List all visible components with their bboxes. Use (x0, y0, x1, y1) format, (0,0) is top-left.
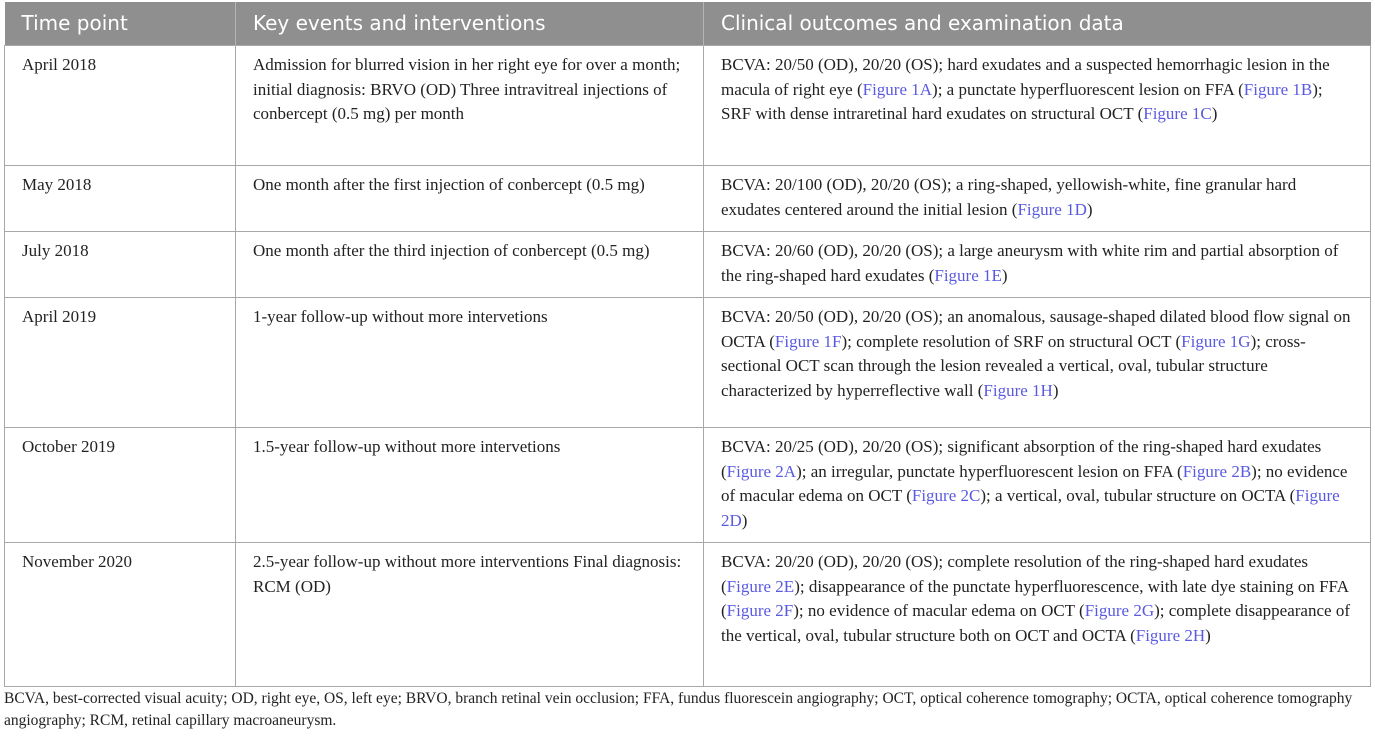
outcome-cell (704, 298, 1371, 428)
outcome-text: ) (1001, 265, 1008, 285)
outcome-text: ) (741, 510, 748, 530)
outcome-cell (704, 46, 1371, 166)
figure-link[interactable]: Figure 2B (1182, 461, 1252, 481)
events-cell: 2.5-year follow-up without more interventions Final diagnosis: RCM (OD) (236, 543, 704, 687)
figure-link[interactable]: Figure 2A (726, 461, 797, 481)
outcome-text: ); disappearance of the punctate hyperfluorescence, with late dye staining on FFA ( (721, 576, 1349, 620)
outcome-text: ) (1205, 625, 1211, 645)
outcome-text: ) (1086, 199, 1093, 219)
time-point-cell: November 2020 (5, 543, 236, 687)
figure-link[interactable]: Figure 2D (721, 486, 1340, 530)
outcome-text: ); no evidence of macular edema on OCT ( (793, 601, 1085, 620)
time-point-cell: May 2018 (5, 166, 236, 232)
figure-link[interactable]: Figure 2H (1135, 625, 1206, 645)
outcome-text: ); an irregular, punctate hyperfluorescent lesion on FFA ( (796, 461, 1183, 481)
outcome-text: ); SRF with dense intraretinal hard exudates on structural OCT ( (721, 79, 1323, 123)
outcome-cell (704, 428, 1371, 543)
time-point-cell: April 2019 (5, 298, 236, 428)
table-row (5, 166, 1371, 232)
table-header-row (5, 2, 1371, 46)
figure-link[interactable]: Figure 1H (983, 380, 1053, 400)
table-row (5, 428, 1371, 543)
outcome-cell (704, 166, 1371, 232)
events-cell: 1.5-year follow-up without more intervetions (236, 428, 704, 543)
figure-link[interactable]: Figure 1B (1243, 79, 1313, 99)
figure-link[interactable]: Figure 2C (911, 486, 981, 505)
events-cell: One month after the third injection of conbercept (0.5 mg) (236, 232, 704, 298)
clinical-timeline-table (4, 2, 1371, 687)
outcome-text: BCVA: 20/20 (OD), 20/20 (OS); complete resolution of the ring-shaped hard exudates ( (721, 552, 1309, 596)
outcome-text: ) (1052, 380, 1059, 400)
header-clinical-outcomes: Clinical outcomes and examination data (704, 2, 1371, 46)
outcome-cell (704, 232, 1371, 298)
table-row (5, 543, 1371, 687)
figure-link[interactable]: Figure 1F (774, 331, 842, 351)
table-row (5, 232, 1371, 298)
figure-link[interactable]: Figure 2G (1084, 601, 1155, 620)
events-cell: One month after the first injection of conbercept (0.5 mg) (236, 166, 704, 232)
time-point-cell: July 2018 (5, 232, 236, 298)
header-key-events: Key events and interventions (236, 2, 704, 46)
outcome-text: BCVA: 20/50 (OD), 20/20 (OS); an anomalous, sausage-shaped dilated blood flow signal on OCTA ( (721, 307, 1351, 351)
time-point-cell: April 2018 (5, 46, 236, 166)
figure-link[interactable]: Figure 1D (1017, 199, 1087, 219)
outcome-cell (704, 543, 1371, 687)
table-row (5, 298, 1371, 428)
outcome-text: ); complete disappearance of the vertical, oval, tubular structure both on OCT and OCTA ( (721, 601, 1350, 645)
figure-link[interactable]: Figure 1G (1181, 331, 1251, 351)
events-cell: 1-year follow-up without more intervetions (236, 298, 704, 428)
outcome-text: ); cross-sectional OCT scan through the lesion revealed a vertical, oval, tubular structure characterized by hyperreflective wall ( (721, 331, 1306, 400)
outcome-text: ) (1211, 104, 1218, 123)
figure-link[interactable]: Figure 2E (726, 576, 795, 596)
outcome-text: BCVA: 20/100 (OD), 20/20 (OS); a ring-shaped, yellowish-white, fine granular hard exudates centered around the initial lesion ( (721, 175, 1297, 219)
outcome-text: BCVA: 20/25 (OD), 20/20 (OS); significant absorption of the ring-shaped hard exudates ( (721, 437, 1322, 481)
table-row (5, 46, 1371, 166)
table-footnote: BCVA, best-corrected visual acuity; OD, right eye, OS, left eye; BRVO, branch retinal vein occlusion; FFA, fundus fluorescein angiography; OCT, optical coherence tomography; OCTA, optical coherence tomography angiography; RCM, retinal capillary macroaneurysm. (4, 690, 1353, 729)
outcome-text: BCVA: 20/60 (OD), 20/20 (OS); a large aneurysm with white rim and partial absorption of the ring-shaped hard exudates ( (721, 241, 1339, 285)
outcome-text: ); a punctate hyperfluorescent lesion on FFA ( (932, 79, 1244, 99)
outcome-text: ); complete resolution of SRF on structural OCT ( (841, 331, 1182, 351)
outcome-text: BCVA: 20/50 (OD), 20/20 (OS); hard exudates and a suspected hemorrhagic lesion in the macula of right eye ( (721, 55, 1330, 99)
outcome-text: ); a vertical, oval, tubular structure on OCTA ( (980, 486, 1296, 505)
time-point-cell: October 2019 (5, 428, 236, 543)
figure-link[interactable]: Figure 1A (862, 79, 933, 99)
figure-link[interactable]: Figure 1C (1143, 104, 1212, 123)
outcome-text: ); no evidence of macular edema on OCT ( (721, 461, 1348, 505)
header-time-point: Time point (5, 2, 236, 46)
figure-link[interactable]: Figure 1E (934, 265, 1002, 285)
figure-link[interactable]: Figure 2F (726, 601, 794, 620)
events-cell: Admission for blurred vision in her right eye for over a month; initial diagnosis: BRVO (OD) Three intravitreal injections of conbercept (0.5 mg) per month (236, 46, 704, 166)
